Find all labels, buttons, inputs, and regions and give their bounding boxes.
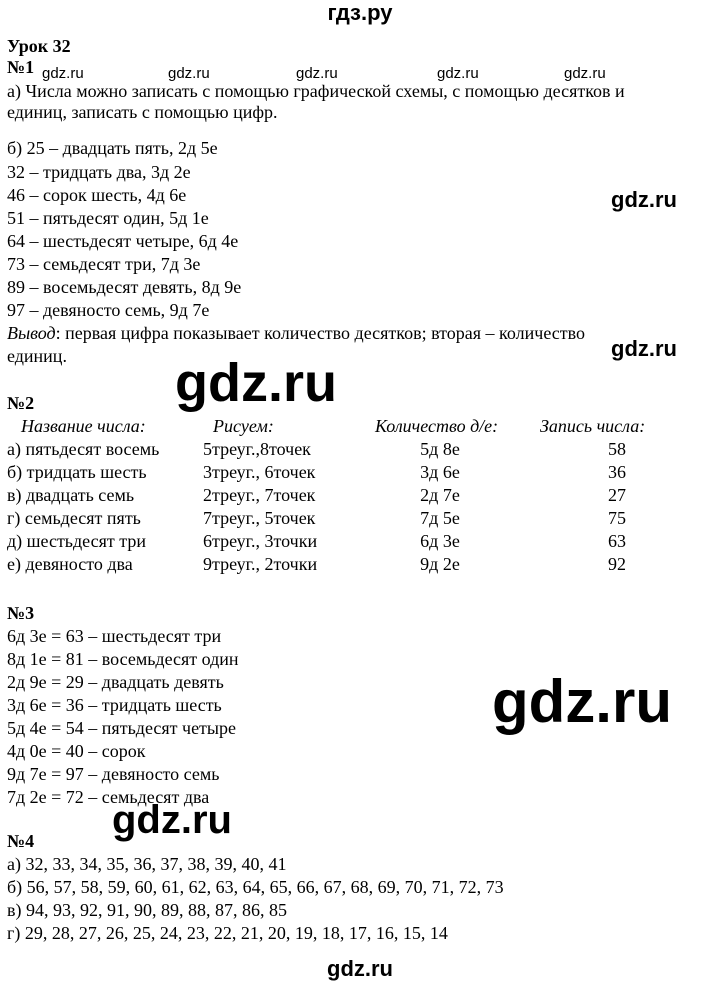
cell-number: 63: [608, 531, 626, 551]
task1-conclusion: [7, 323, 585, 343]
cell-draw: 6треуг., 3точки: [203, 531, 318, 551]
cell-name: а) пятьдесят восемь: [7, 439, 160, 459]
table-row: [7, 485, 707, 508]
col-header-draw: Рисуем:: [213, 416, 274, 436]
task4-line: г) 29, 28, 27, 26, 25, 24, 23, 22, 21, 20, 19, 18, 17, 16, 15, 14: [7, 923, 448, 943]
conclusion-label: Вывод: [7, 323, 56, 343]
table-row: [7, 531, 707, 554]
table-row: [7, 508, 707, 531]
small-watermark-1: gdz.ru: [42, 65, 84, 82]
task2-header-row: [7, 416, 707, 439]
task1-b-line: 89 – восемьдесят девять, 8д 9е: [7, 277, 242, 297]
task4-heading: №4: [7, 831, 35, 851]
task4-line: б) 56, 57, 58, 59, 60, 61, 62, 63, 64, 65, 66, 67, 68, 69, 70, 71, 72, 73: [7, 877, 504, 897]
task3-line: 5д 4е = 54 – пятьдесят четыре: [7, 718, 237, 738]
task1-heading: №1: [7, 57, 35, 77]
cell-name: д) шестьдесят три: [7, 531, 146, 551]
table-row: [7, 554, 707, 577]
table-row: [7, 439, 707, 462]
conclusion-text: : первая цифра показывает количество десятков; вторая – количество: [55, 323, 585, 343]
task3-line: 4д 0е = 40 – сорок: [7, 741, 146, 761]
small-watermark-5: gdz.ru: [564, 65, 606, 82]
cell-number: 36: [608, 462, 626, 482]
side-watermark-1: gdz.ru: [611, 187, 677, 212]
cell-name: б) тридцать шесть: [7, 462, 147, 482]
task3-line: 6д 3е = 63 – шестьдесят три: [7, 626, 222, 646]
side-watermark-2: gdz.ru: [611, 336, 677, 361]
cell-count: 7д 5е: [420, 508, 460, 528]
cell-number: 58: [608, 439, 626, 459]
task1-b-line: 46 – сорок шесть, 4д 6е: [7, 185, 187, 205]
cell-count: 6д 3е: [420, 531, 460, 551]
cell-number: 27: [608, 485, 626, 505]
col-header-number: Запись числа:: [540, 416, 646, 436]
cell-name: в) двадцать семь: [7, 485, 135, 505]
col-header-count: Количество д/е:: [375, 416, 499, 436]
task4-line: а) 32, 33, 34, 35, 36, 37, 38, 39, 40, 41: [7, 854, 287, 874]
header-watermark: гдз.ру: [327, 0, 393, 25]
task1-b-line: б) 25 – двадцать пять, 2д 5е: [7, 138, 218, 158]
cell-draw: 3треуг., 6точек: [203, 462, 316, 482]
lesson-title: Урок 32: [7, 36, 71, 56]
task1-b-line: 64 – шестьдесят четыре, 6д 4е: [7, 231, 239, 251]
big-watermark-1: gdz.ru: [175, 353, 337, 413]
task3-line: 2д 9е = 29 – двадцать девять: [7, 672, 224, 692]
task3-line: 7д 2е = 72 – семьдесят два: [7, 787, 210, 807]
small-watermark-4: gdz.ru: [437, 65, 479, 82]
cell-name: е) девяносто два: [7, 554, 133, 574]
cell-count: 5д 8е: [420, 439, 460, 459]
cell-name: г) семьдесят пять: [7, 508, 141, 528]
table-row: [7, 462, 707, 485]
small-watermark-3: gdz.ru: [296, 65, 338, 82]
task3-line: 8д 1е = 81 – восемьдесят один: [7, 649, 239, 669]
big-watermark-2: gdz.ru: [492, 668, 672, 735]
task1-b-line: 32 – тридцать два, 3д 2е: [7, 162, 191, 182]
cell-number: 92: [608, 554, 626, 574]
task1-conclusion-line2: единиц.: [7, 346, 67, 366]
cell-count: 3д 6е: [420, 462, 460, 482]
task1-b-line: 51 – пятьдесят один, 5д 1е: [7, 208, 209, 228]
footer-watermark: gdz.ru: [327, 956, 393, 981]
cell-draw: 5треуг.,8точек: [203, 439, 311, 459]
cell-draw: 7треуг., 5точек: [203, 508, 316, 528]
cell-count: 9д 2е: [420, 554, 460, 574]
task1-a-line2: единиц, записать с помощью цифр.: [7, 102, 278, 122]
task3-line: 9д 7е = 97 – девяносто семь: [7, 764, 220, 784]
cell-draw: 2треуг., 7точек: [203, 485, 316, 505]
task1-a-line1: а) Числа можно записать с помощью графической схемы, с помощью десятков и: [7, 81, 625, 101]
small-watermark-2: gdz.ru: [168, 65, 210, 82]
task1-b-line: 97 – девяносто семь, 9д 7е: [7, 300, 210, 320]
cell-draw: 9треуг., 2точки: [203, 554, 318, 574]
task3-line: 3д 6е = 36 – тридцать шесть: [7, 695, 222, 715]
task3-heading: №3: [7, 603, 35, 623]
task4-line: в) 94, 93, 92, 91, 90, 89, 88, 87, 86, 85: [7, 900, 287, 920]
col-header-name: Название числа:: [21, 416, 146, 436]
cell-count: 2д 7е: [420, 485, 460, 505]
big-watermark-3: gdz.ru: [112, 798, 232, 842]
cell-number: 75: [608, 508, 626, 528]
task2-heading: №2: [7, 393, 35, 413]
task1-b-line: 73 – семьдесят три, 7д 3е: [7, 254, 201, 274]
